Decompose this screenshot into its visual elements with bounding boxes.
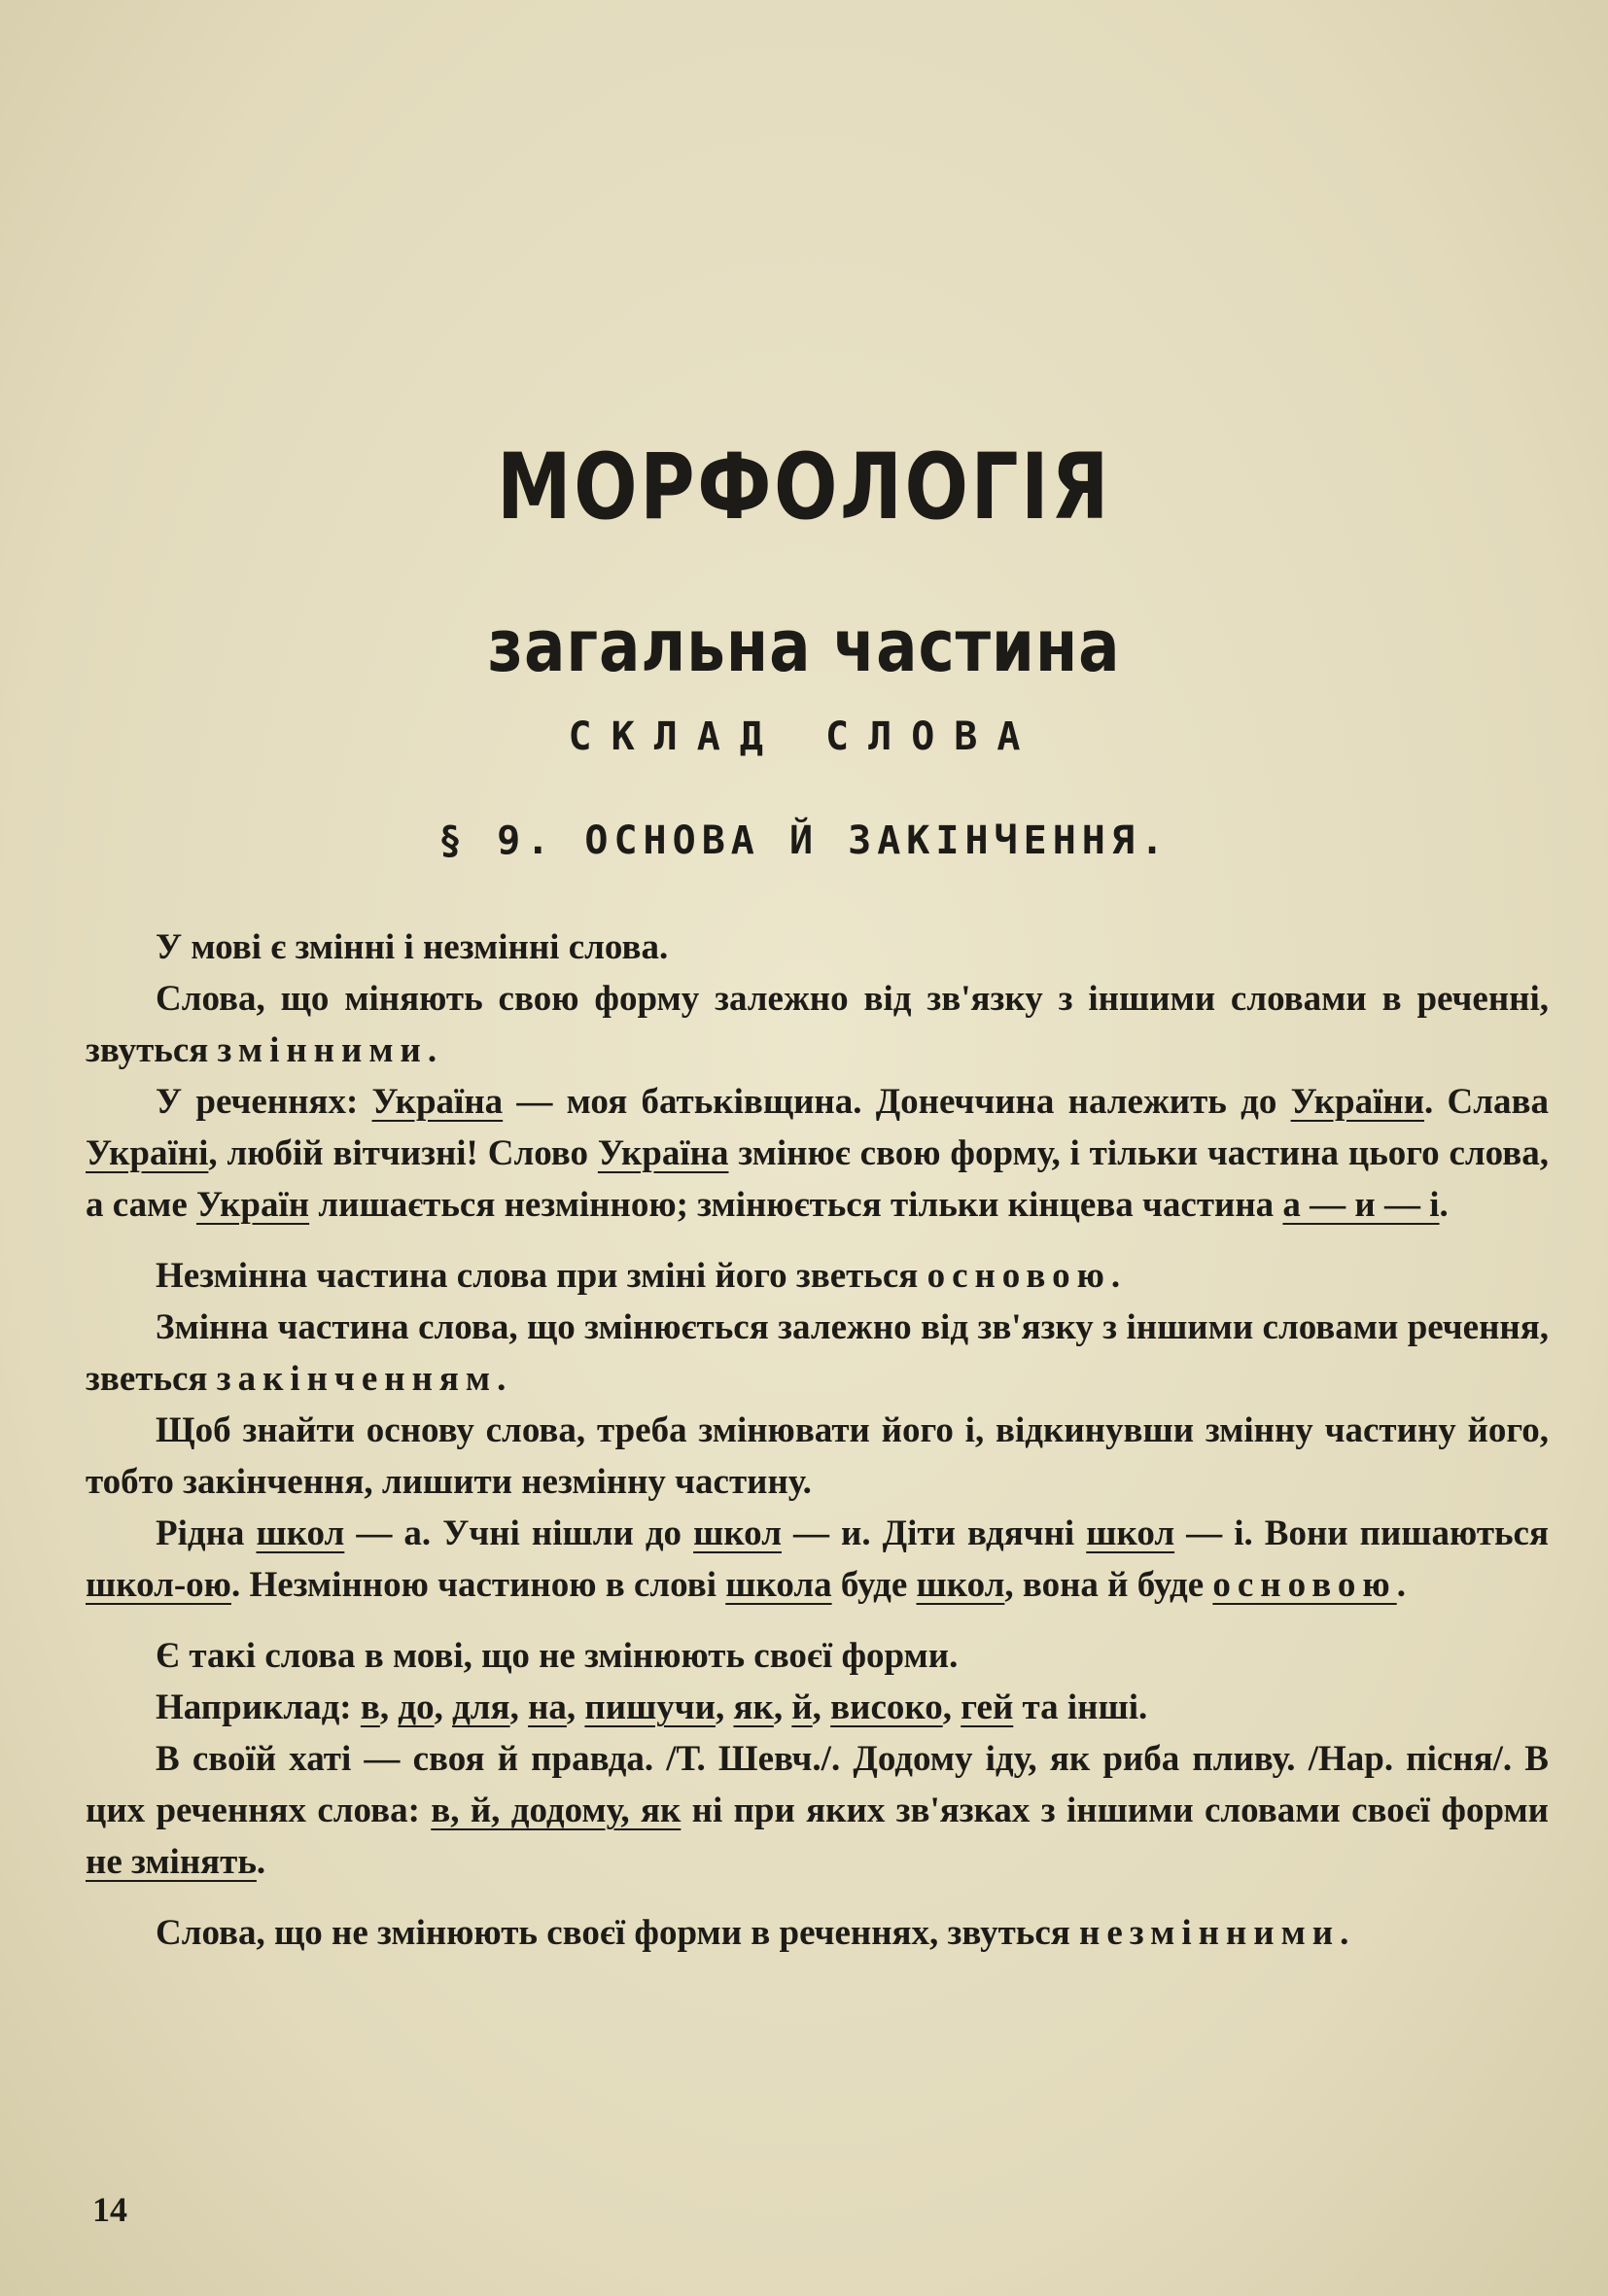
paragraph-6: Щоб знайти основу слова, треба змінювати його і, відкинувши змінну частину його, тобто закінчення, лишити незмінну частину. [86, 1410, 1549, 1502]
underlined-word: пишучи [584, 1687, 716, 1727]
paragraph-8: Є такі слова в мові, що не змінюють своєї форми. [156, 1636, 959, 1676]
underlined-word: в, й, додому, як [431, 1791, 682, 1830]
underlined-word: школа [725, 1565, 832, 1605]
term-основою-underlined: основою [1212, 1565, 1397, 1605]
underlined-word: України [1290, 1082, 1425, 1122]
underlined-word: школ [916, 1565, 1005, 1605]
underlined-word: як [733, 1687, 774, 1727]
paragraph-10: В своїй хаті — своя й правда. /Т. Шевч./. Додому іду, як риба пливу. /Нар. пісня/. В цих реченнях слова: в, й, додому, як ні при яких зв'язках з іншими словами своєї форми не змінять. [86, 1739, 1549, 1882]
chapter-subtitle: загальна частина [487, 605, 1121, 688]
paragraph-2: Слова, що міняють свою форму залежно від зв'язку з іншими словами в реченні, звуться змінними. [86, 979, 1549, 1070]
term-закінченням: закінченням [216, 1359, 498, 1399]
underlined-word: на [528, 1687, 567, 1727]
underlined-word: для [452, 1687, 510, 1727]
body-text [86, 922, 1549, 1959]
paragraph-5: Змінна частина слова, що змінюється залежно від зв'язку з іншими словами речення, зветься закінченням. [86, 1307, 1549, 1399]
paragraph-4: Незмінна частина слова при зміні його зветься основою. [156, 1256, 1121, 1296]
term-змінними: змінними [217, 1030, 428, 1070]
underlined-word: не змінять [86, 1842, 257, 1882]
underlined-word: школ-ою [86, 1565, 231, 1605]
underlined-word: школ [693, 1513, 782, 1553]
underlined-word: й [791, 1687, 813, 1727]
page-number: 14 [92, 2190, 127, 2229]
underlined-word: високо [830, 1687, 943, 1727]
section-heading: СКЛАД СЛОВА [568, 714, 1040, 759]
underlined-word: Україн [196, 1185, 310, 1225]
paragraph-11: Слова, що не змінюють своєї форми в реченнях, звуться незмінними. [156, 1913, 1349, 1953]
paragraph-9: Наприклад: в, до, для, на, пишучи, як, й, високо, гей та інші. [156, 1687, 1148, 1727]
chapter-title: МОРФОЛОГІЯ [497, 435, 1111, 540]
paragraph-heading: § 9. ОСНОВА Й ЗАКІНЧЕННЯ. [437, 818, 1171, 863]
term-основою: основою [926, 1256, 1111, 1296]
underlined-word: Україні [86, 1133, 209, 1173]
underlined-word: в [360, 1687, 380, 1727]
underlined-word: школ [256, 1513, 345, 1553]
paragraph-7: Рідна школ — а. Учні нішли до школ — и. Діти вдячні школ — і. Вони пишаються школ-ою. Незмінною частиною в слові школа буде школ, вона й буде основою. [86, 1513, 1549, 1605]
term-незмінними: незмінними [1079, 1913, 1341, 1953]
paragraph-3: У реченнях: Україна — моя батьківщина. Донеччина належить до України. Слава Україні, любій вітчизні! Слово Україна змінює свою форму, і тільки частина цього слова, а саме Україн лишається незмінною; змінюється тільки кінцева частина а — и — і. [86, 1082, 1550, 1225]
underlined-word: школ [1086, 1513, 1175, 1553]
underlined-word: до [398, 1687, 435, 1727]
underlined-word: гей [961, 1687, 1014, 1727]
underlined-word: а — и — і [1282, 1185, 1440, 1225]
paragraph-1: У мові є змінні і незмінні слова. [156, 927, 669, 967]
underlined-word: Україна [371, 1082, 504, 1122]
underlined-word: Україна [597, 1133, 729, 1173]
